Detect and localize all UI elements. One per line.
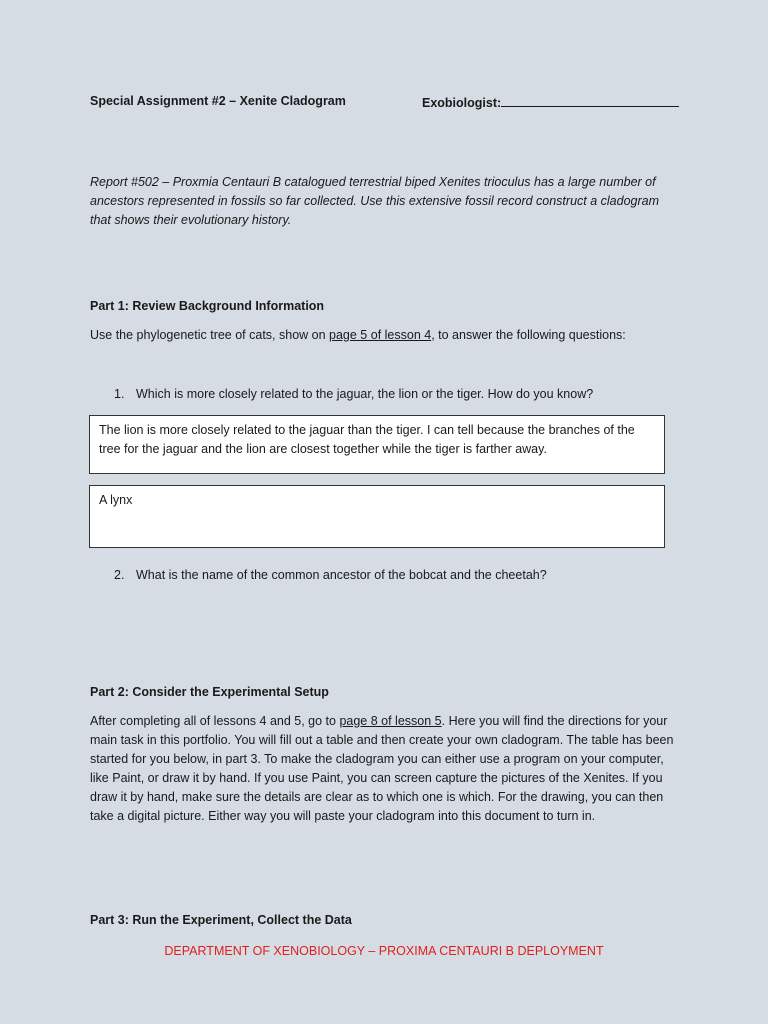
part1-instruction-suffix: , to answer the following questions: xyxy=(431,328,626,342)
question-text: Which is more closely related to the jaguar, the lion or the tiger. How do you know? xyxy=(136,387,594,401)
answer-text: A lynx xyxy=(99,493,133,507)
document-title: Special Assignment #2 – Xenite Cladogram xyxy=(90,94,346,108)
question-1 xyxy=(114,387,593,401)
question-number: 1. xyxy=(114,387,125,401)
question-2 xyxy=(114,568,547,582)
answer-box-2[interactable] xyxy=(89,485,665,548)
part2-text xyxy=(90,712,682,826)
part1-heading: Part 1: Review Background Information xyxy=(90,299,325,313)
part2-text-prefix: After completing all of lessons 4 and 5, go to xyxy=(90,714,340,728)
part2-text-suffix: . Here you will find the directions for your main task in this portfolio. You will fill out a table and then create your own cladogram. The table has been started for you below, in part 3. To make the cladogram you can either use a program on your computer, like Paint, or draw it by hand. If you use Paint, you can screen capture the pictures of the Xenites. If you draw it by hand, make sure the details are clear as to which one is which. For the drawing, you can then take a digital picture. Either way you will paste your cladogram into this document to turn in. xyxy=(90,714,674,823)
intro-report-text: Report #502 – Proxmia Centauri B catalogued terrestrial biped Xenites trioculus has a large number of ancestors represented in fossils so far collected. Use this extensive fossil record construct a cladogram that shows their evolutionary history. xyxy=(90,175,660,227)
lesson4-page-link[interactable]: page 5 of lesson 4 xyxy=(329,328,432,342)
answer-box-1[interactable] xyxy=(89,415,665,474)
exobiologist-field xyxy=(422,94,679,110)
question-text: What is the name of the common ancestor of the bobcat and the cheetah? xyxy=(136,568,547,582)
exobiologist-label: Exobiologist: xyxy=(422,96,502,110)
exobiologist-blank xyxy=(501,94,679,107)
page-footer: DEPARTMENT OF XENOBIOLOGY – PROXIMA CENTAURI B DEPLOYMENT xyxy=(164,944,604,958)
lesson5-page-link[interactable]: page 8 of lesson 5 xyxy=(339,714,442,728)
part3-heading: Part 3: Run the Experiment, Collect the Data xyxy=(90,913,352,927)
part1-instruction xyxy=(90,328,626,342)
question-number: 2. xyxy=(114,568,125,582)
answer-text: The lion is more closely related to the jaguar than the tiger. I can tell because the branches of the tree for the jaguar and the lion are closest together while the tiger is farther away. xyxy=(99,423,635,456)
part1-instruction-prefix: Use the phylogenetic tree of cats, show on xyxy=(90,328,330,342)
part2-heading: Part 2: Consider the Experimental Setup xyxy=(90,685,329,699)
